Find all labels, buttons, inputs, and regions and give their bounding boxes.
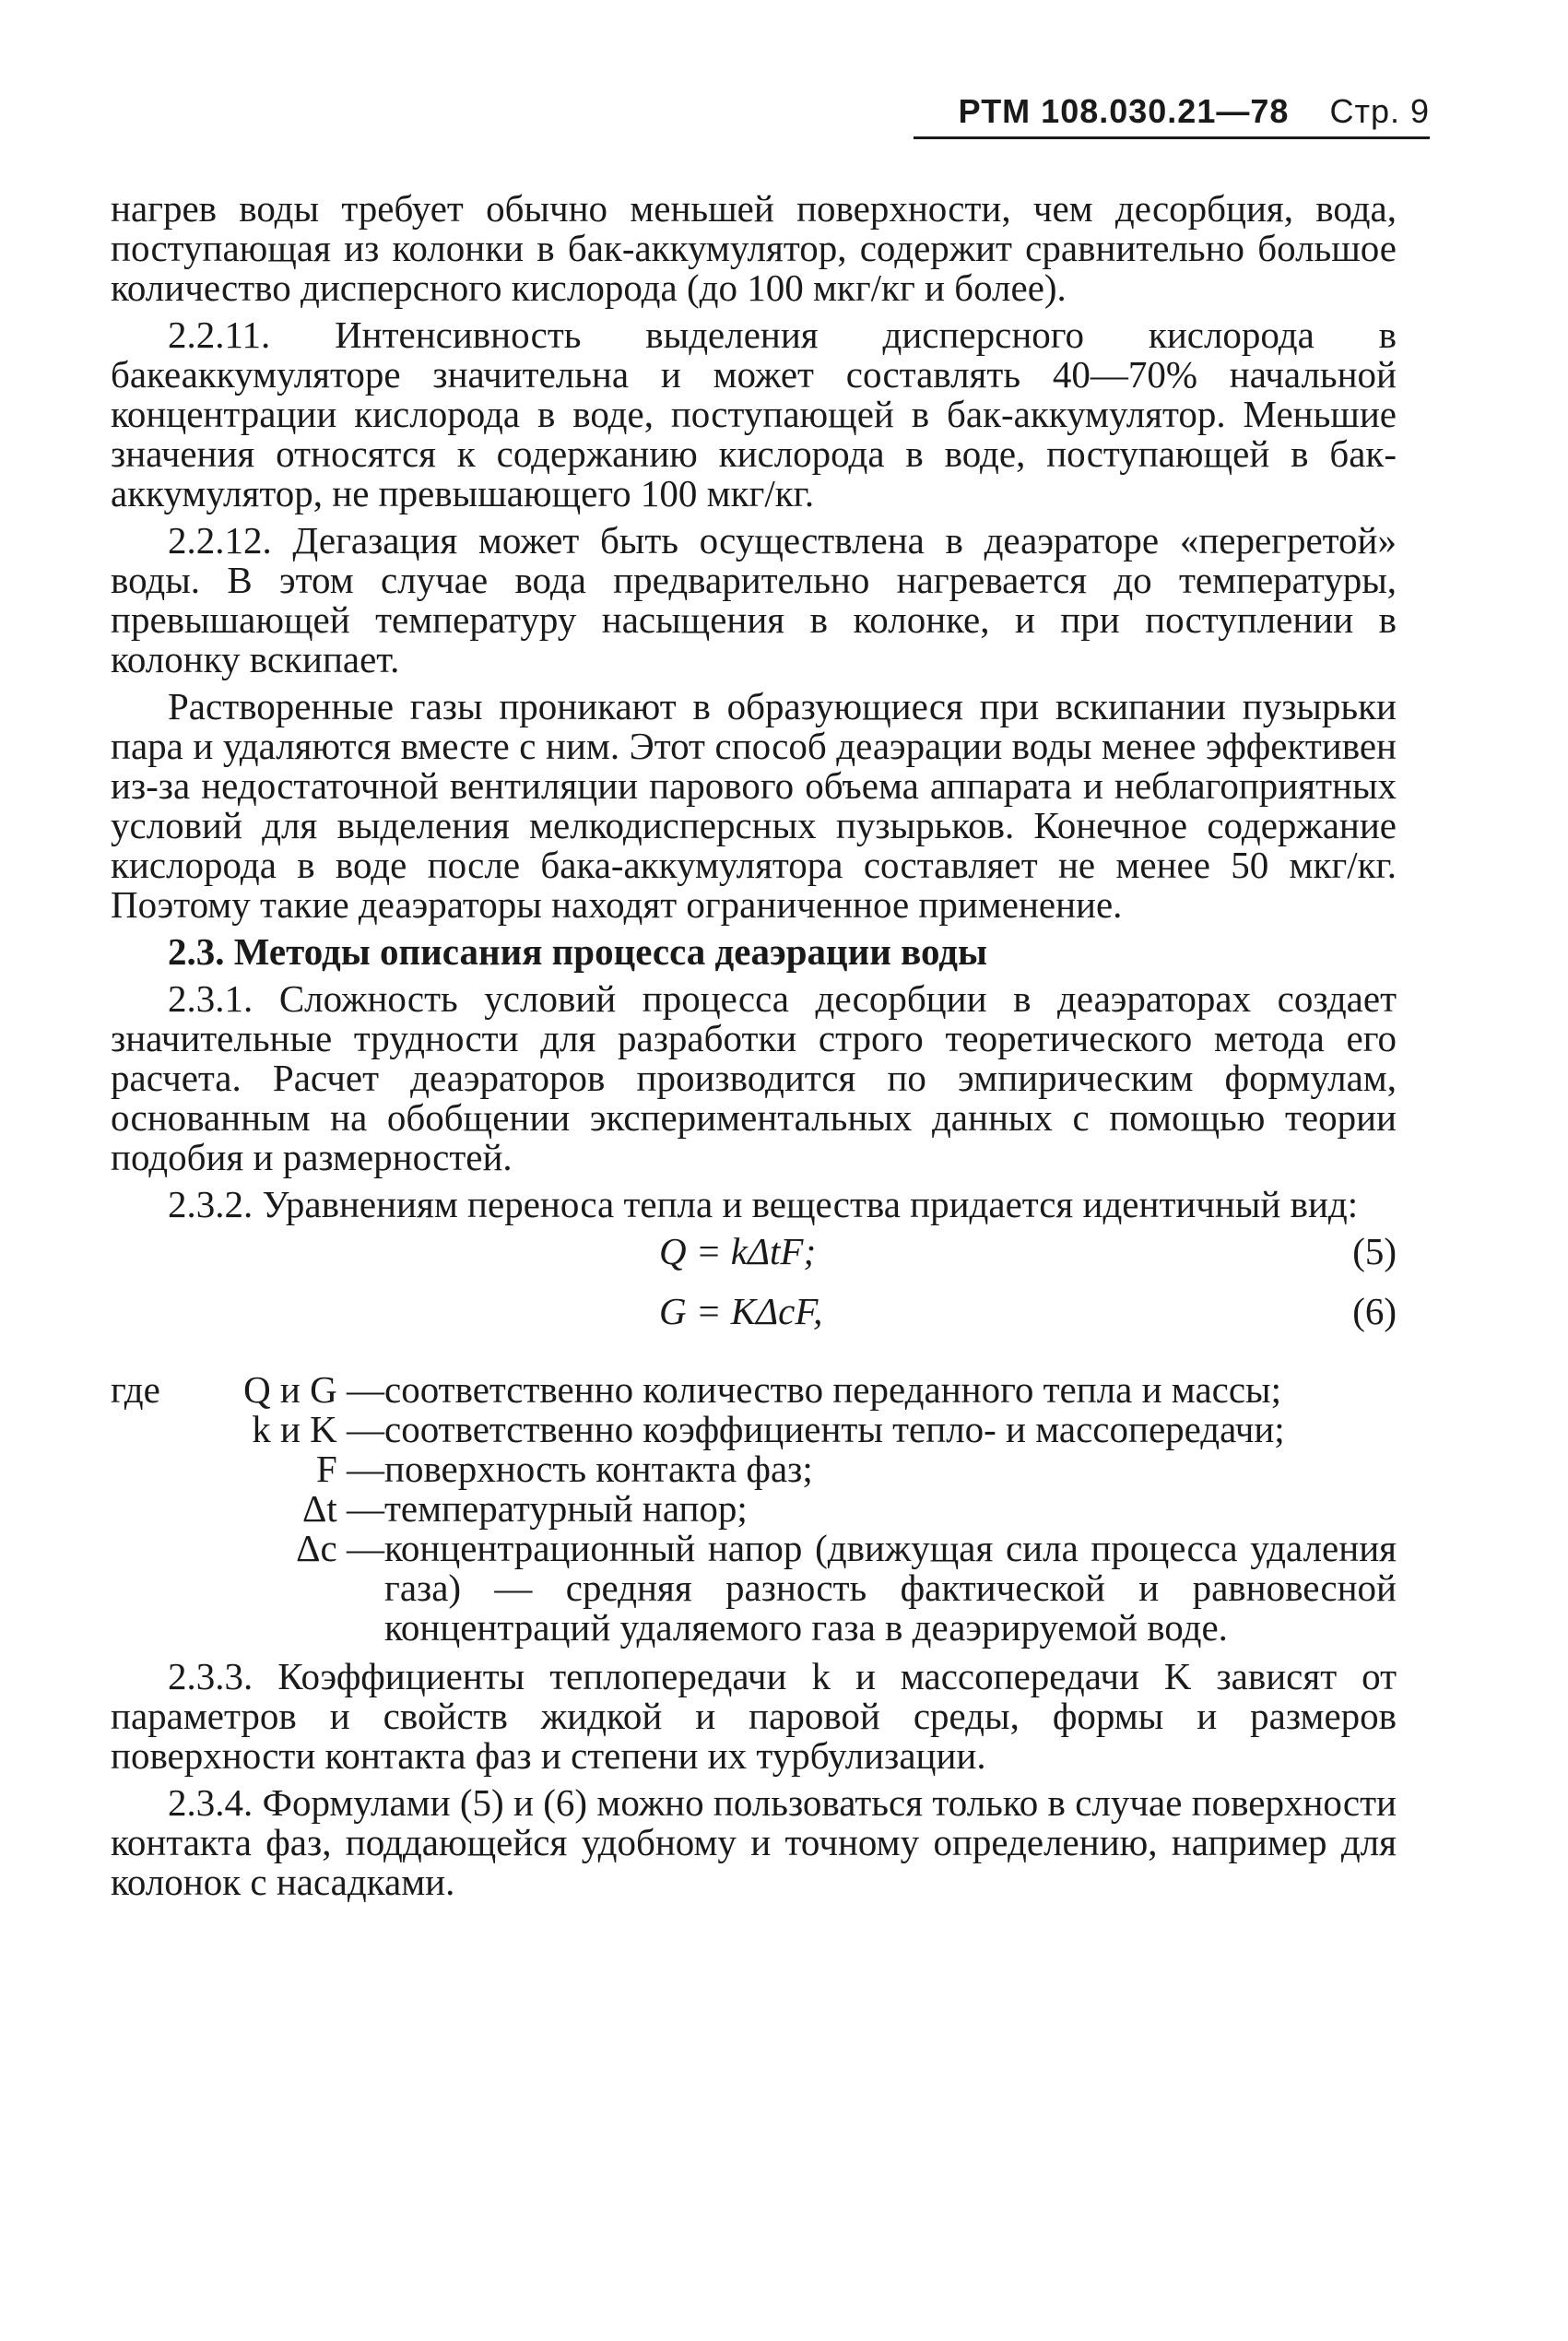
legend-item (111, 1449, 1397, 1489)
paragraph: 2.3.3. Коэффициенты теплопередачи k и массопередачи K зависят от параметров и свойств жидкой и паровой среды, формы и размеров поверхности контакта фаз и степени их турбулизации. (111, 1655, 1397, 1777)
legend-term: Q и G — (243, 1368, 384, 1411)
paragraph: 2.3.4. Формулами (5) и (6) можно пользоваться только в случае поверхности контакта фаз, поддающейся удобному и точному определению, например для колонок с насадками. (111, 1781, 1397, 1903)
legend-term: Δt — (301, 1487, 384, 1530)
legend-term: k и K — (252, 1408, 384, 1450)
document-code: РТМ 108.030.21—78 (958, 92, 1290, 130)
paragraph: 2.3.1. Сложность условий процесса десорбции в деаэраторах создает значительные трудности для разработки строго теоретического метода его расчета. Расчет деаэраторов производится по эмпирическим формулам, основанным на обобщении экспериментальных данных с помощью теории подобия и размерностей. (111, 977, 1397, 1178)
paragraph: 2.2.11. Интенсивность выделения дисперсного кислорода в бакеаккумуляторе значительна и может составлять 40—70% начальной концентрации кислорода в воде, поступающей в бак-аккумулятор. Меньшие значения относятся к содержанию кислорода в воде, поступающей в бак-аккумулятор, не превышающего 100 мкг/кг. (111, 313, 1397, 514)
legend-item (111, 1489, 1397, 1529)
legend-term: F — (315, 1448, 384, 1490)
symbol-legend (111, 1370, 1397, 1648)
paragraph: 2.3.2. Уравнениям переноса тепла и вещества придается идентичный вид: (168, 1183, 1359, 1225)
formula-number: (5) (1352, 1230, 1397, 1272)
paragraph: 2.2.12. Дегазация может быть осуществлена в деаэраторе «перегретой» воды. В этом случае вода предварительно нагревается до температуры, превышающей температуру насыщения в колонке, и при поступлении в колонку вскипает. (111, 519, 1397, 680)
formula-number: (6) (1352, 1290, 1397, 1332)
legend-item (111, 1410, 1397, 1449)
section-heading: 2.3. Методы описания процесса деаэрации воды (168, 930, 988, 973)
paragraph: Растворенные газы проникают в образующиеся при вскипании пузырьки пара и удаляются вместе с ним. Этот способ деаэрации воды менее эффективен из-за недостаточной вентиляции парового объема аппарата и неблагоприятных условий для выделения мелкодисперсных пузырьков. Конечное содержание кислорода в воде после бака-аккумулятора составляет не менее 50 мкг/кг. Поэтому такие деаэраторы находят ограниченное применение. (111, 685, 1397, 926)
legend-term: Δc — (296, 1527, 384, 1569)
legend-item (111, 1529, 1397, 1648)
page-number: Стр. 9 (1329, 92, 1430, 130)
legend-description: соответственно количество переданного тепла и массы; (384, 1368, 1281, 1411)
paragraph: нагрев воды требует обычно меньшей поверхности, чем десорбция, вода, поступающая из колонки в бак-аккумулятор, содержит сравнительно большое количество дисперсного кислорода (до 100 мкг/кг и более). (111, 187, 1397, 309)
legend-where-label: где (111, 1368, 160, 1411)
formula-expression: G = KΔcF, (659, 1290, 823, 1332)
legend-description: температурный напор; (384, 1487, 748, 1530)
legend-description: соответственно коэффициенты тепло- и массопередачи; (384, 1408, 1285, 1450)
legend-description: поверхность контакта фаз; (384, 1448, 813, 1490)
legend-item (111, 1370, 1397, 1410)
legend-description: концентрационный напор (движущая сила процесса удаления газа) — средняя разность фактической и равновесной концентраций удаляемого газа в деаэрируемой воде. (384, 1527, 1397, 1649)
document-body (111, 189, 1397, 1909)
page-header (914, 92, 1430, 139)
formula-5 (111, 1232, 1397, 1292)
formula-6 (111, 1292, 1397, 1352)
formula-expression: Q = kΔtF; (659, 1230, 817, 1272)
